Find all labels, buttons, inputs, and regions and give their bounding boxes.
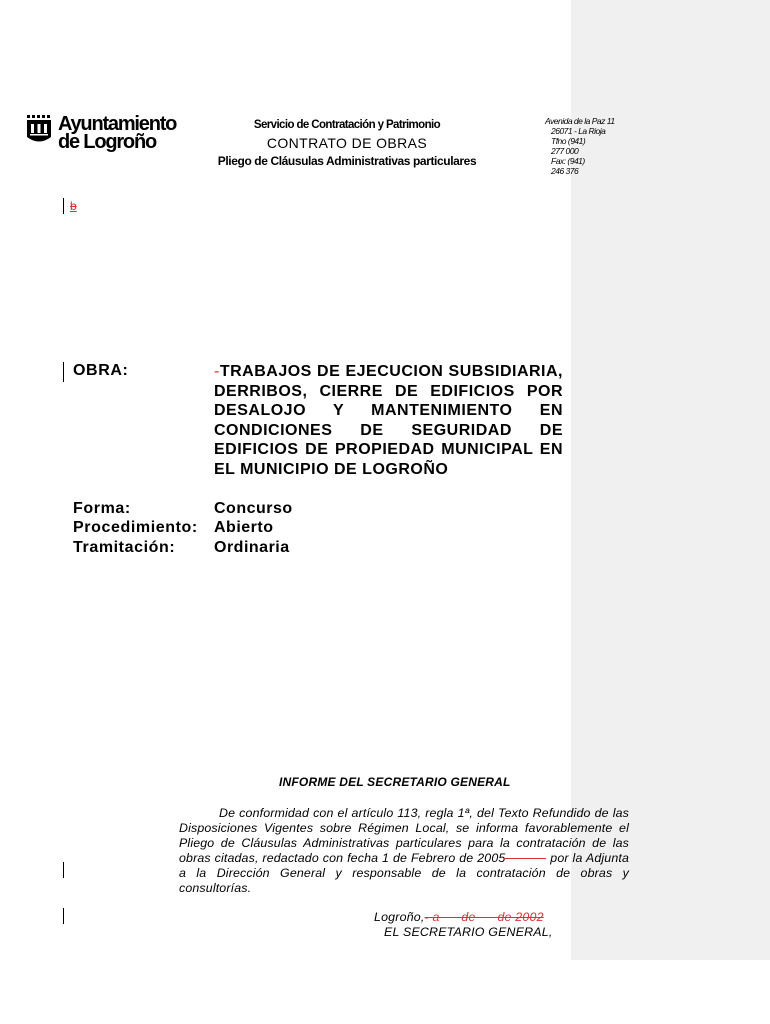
address-line: 246 376 [551, 166, 579, 176]
crest-icon [26, 115, 52, 145]
revision-dash: - [214, 363, 220, 380]
change-bar [63, 362, 64, 382]
address-line: Tfno (941) [551, 136, 586, 146]
forma-label: Forma: [73, 500, 131, 517]
obra-text: TRABAJOS DE EJECUCION SUBSIDIARIA, DERRIBOS, CIERRE DE EDIFICIOS POR DESALOJO Y MANTENIMIENTO EN CONDICIONES DE SEGURIDAD DE EDIFICIOS DE PROPIEDAD MUNICIPAL EN EL MUNICIPIO DE LOGROÑO [214, 363, 563, 478]
address-block [545, 116, 615, 176]
change-bar [63, 862, 64, 878]
revision-line [505, 858, 546, 859]
pliego-title: Pliego de Cláusulas Administrativas particulares [217, 154, 477, 168]
tramitacion-label: Tramitación: [73, 539, 176, 556]
address-line: Avenida de la Paz 11 [545, 116, 615, 126]
logo-line-1: Ayuntamiento [58, 113, 177, 135]
tramitacion-value: Ordinaria [214, 539, 290, 556]
logo-line-2: de Logroño [58, 131, 156, 153]
signature-place: Logroño, [374, 910, 425, 924]
address-line: 26071 - La Rioja [551, 126, 606, 136]
informe-text-part2: por la Adjunta a la Dirección General y responsable de la contratación de obras y consultorías. [179, 851, 629, 895]
address-line: Fax: (941) [551, 156, 585, 166]
change-bar [63, 198, 64, 214]
signature-block [374, 910, 553, 940]
service-name: Servicio de Contratación y Patrimonio [253, 119, 441, 131]
informe-body [179, 806, 629, 896]
contract-type: CONTRATO DE OBRAS [266, 135, 428, 151]
forma-value: Concurso [214, 500, 293, 517]
document-header [180, 116, 514, 170]
informe-title: INFORME DEL SECRETARIO GENERAL [279, 775, 511, 789]
change-bar [63, 908, 64, 924]
obra-value [214, 362, 563, 480]
informe-text-part1: De conformidad con el artículo 113, regla 1ª, del Texto Refundido de las Disposiciones Vigentes sobre Régimen Local, se informa favorablemente el Pliego de Cláusulas Administrativas particulares para la contratación de las obras citadas, redactado con fecha 1 de Febrero de 2005 [179, 806, 629, 865]
procedimiento-label: Procedimiento: [73, 519, 198, 536]
obra-label: OBRA: [73, 362, 129, 379]
signature-title: EL SECRETARIO GENERAL, [384, 925, 553, 939]
procedimiento-value: Abierto [214, 519, 274, 536]
address-line: 277 000 [551, 146, 579, 156]
revision-mark: b [70, 199, 77, 213]
deleted-date: - a de de 2002 [424, 910, 544, 924]
